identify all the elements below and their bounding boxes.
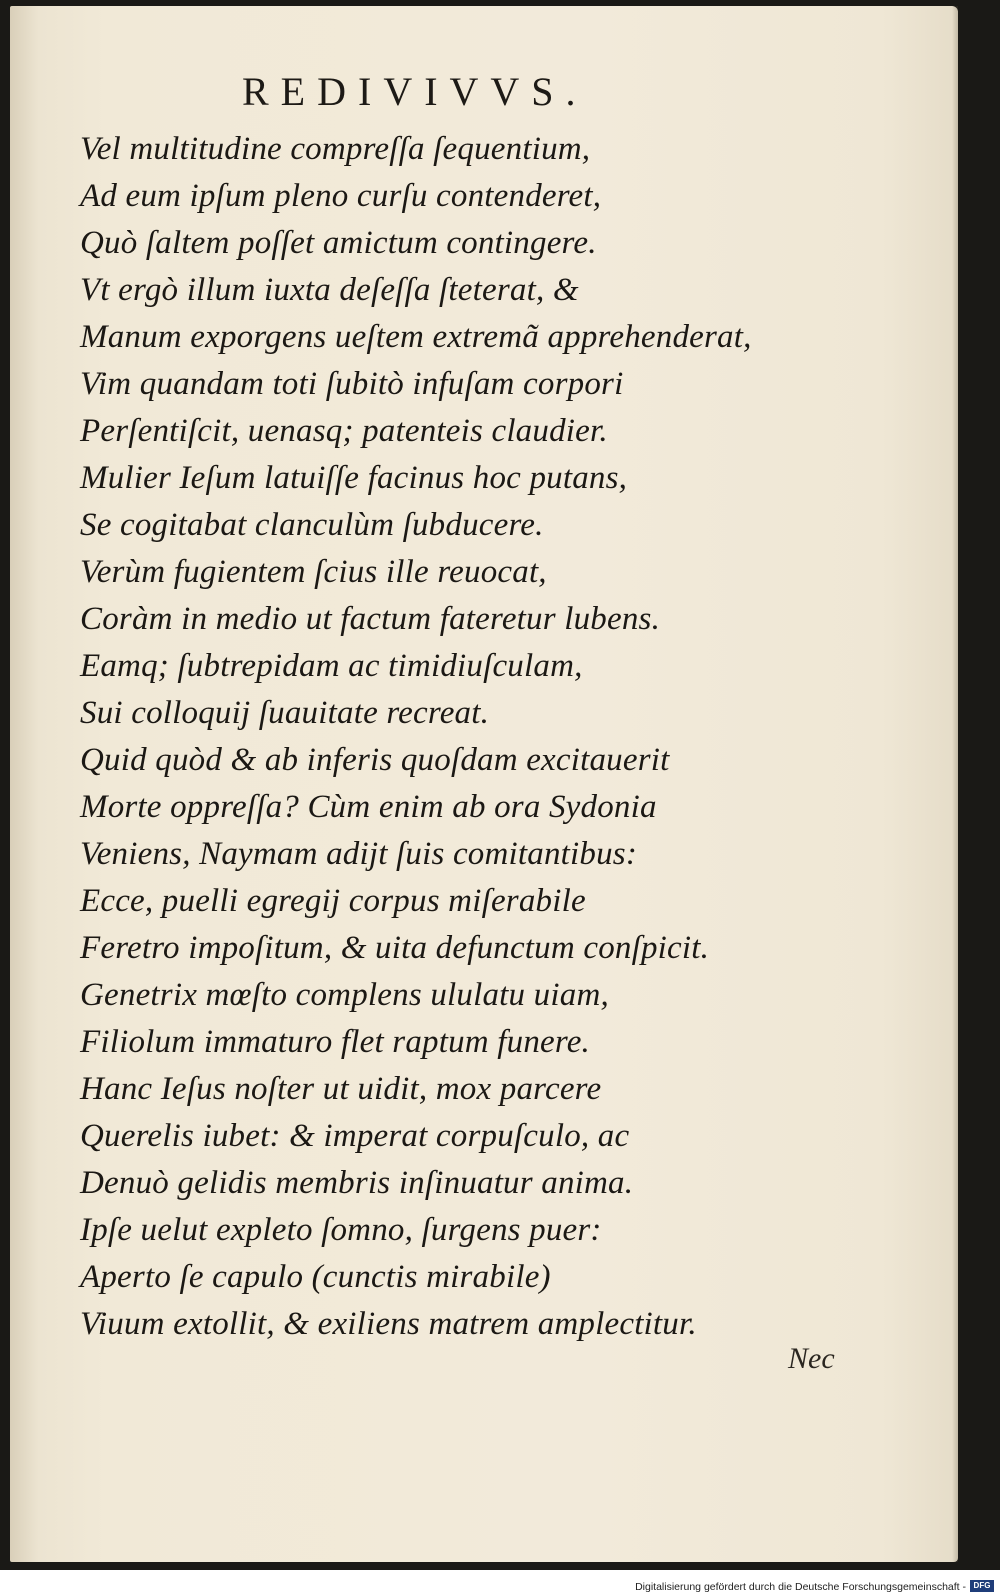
verse-line: Quid quòd & ab inferis quoſdam excitauerit	[80, 742, 670, 778]
verse-line: Manum exporgens ueſtem extremã apprehenderat,	[80, 319, 752, 355]
verse-line: Vim quandam toti ſubitò infuſam corpori	[80, 366, 624, 402]
verse-line: Coràm in medio ut factum fateretur lubens.	[80, 601, 661, 637]
verse-line: Viuum extollit, & exiliens matrem amplectitur.	[80, 1306, 697, 1342]
verse-line: Mulier Ieſum latuiſſe facinus hoc putans,	[80, 460, 628, 496]
verse-line: Sui colloquij ſuauitate recreat.	[80, 695, 490, 731]
verse-line: Querelis iubet: & imperat corpuſculo, ac	[80, 1118, 630, 1154]
verse-line: Vel multitudine compreſſa ſequentium,	[80, 131, 591, 167]
running-head: REDIVIVVS.	[242, 69, 588, 114]
verse-line: Denuò gelidis membris inſinuatur anima.	[80, 1165, 634, 1201]
verse-line: Veniens, Naymam adijt ſuis comitantibus:	[80, 836, 638, 872]
verse-line: Feretro impoſitum, & uita defunctum conſpicit.	[80, 930, 710, 966]
verse-line: Filiolum immaturo flet raptum funere.	[80, 1024, 591, 1060]
verse-line: Ecce, puelli egregij corpus miſerabile	[80, 883, 586, 919]
verse-text-block	[80, 126, 860, 1348]
verse-line: Perſentiſcit, uenasq; patenteis claudier.	[80, 413, 608, 449]
verse-line: Hanc Ieſus noſter ut uidit, mox parcere	[80, 1071, 602, 1107]
book-page	[10, 6, 958, 1562]
verse-line: Ipſe uelut expleto ſomno, ſurgens puer:	[80, 1212, 602, 1248]
verse-line: Se cogitabat clanculùm ſubducere.	[80, 507, 544, 543]
catchword: Nec	[788, 1342, 835, 1375]
verse-line: Aperto ſe capulo (cunctis mirabile)	[80, 1259, 551, 1295]
footer-credit: Digitalisierung gefördert durch die Deutsche Forschungsgemeinschaft -	[635, 1581, 966, 1593]
dfg-logo-icon: DFG	[970, 1580, 994, 1592]
verse-line: Vt ergò illum iuxta deſeſſa ſteterat, &	[80, 272, 579, 308]
verse-line: Ad eum ipſum pleno curſu contenderet,	[80, 178, 602, 214]
verse-line: Morte oppreſſa? Cùm enim ab ora Sydonia	[80, 789, 657, 825]
verse-line: Quò ſaltem poſſet amictum contingere.	[80, 225, 597, 261]
verse-line: Genetrix mœſto complens ululatu uiam,	[80, 977, 609, 1013]
verse-line: Eamq; ſubtrepidam ac timidiuſculam,	[80, 648, 583, 684]
verse-line: Verùm fugientem ſcius ille reuocat,	[80, 554, 547, 590]
